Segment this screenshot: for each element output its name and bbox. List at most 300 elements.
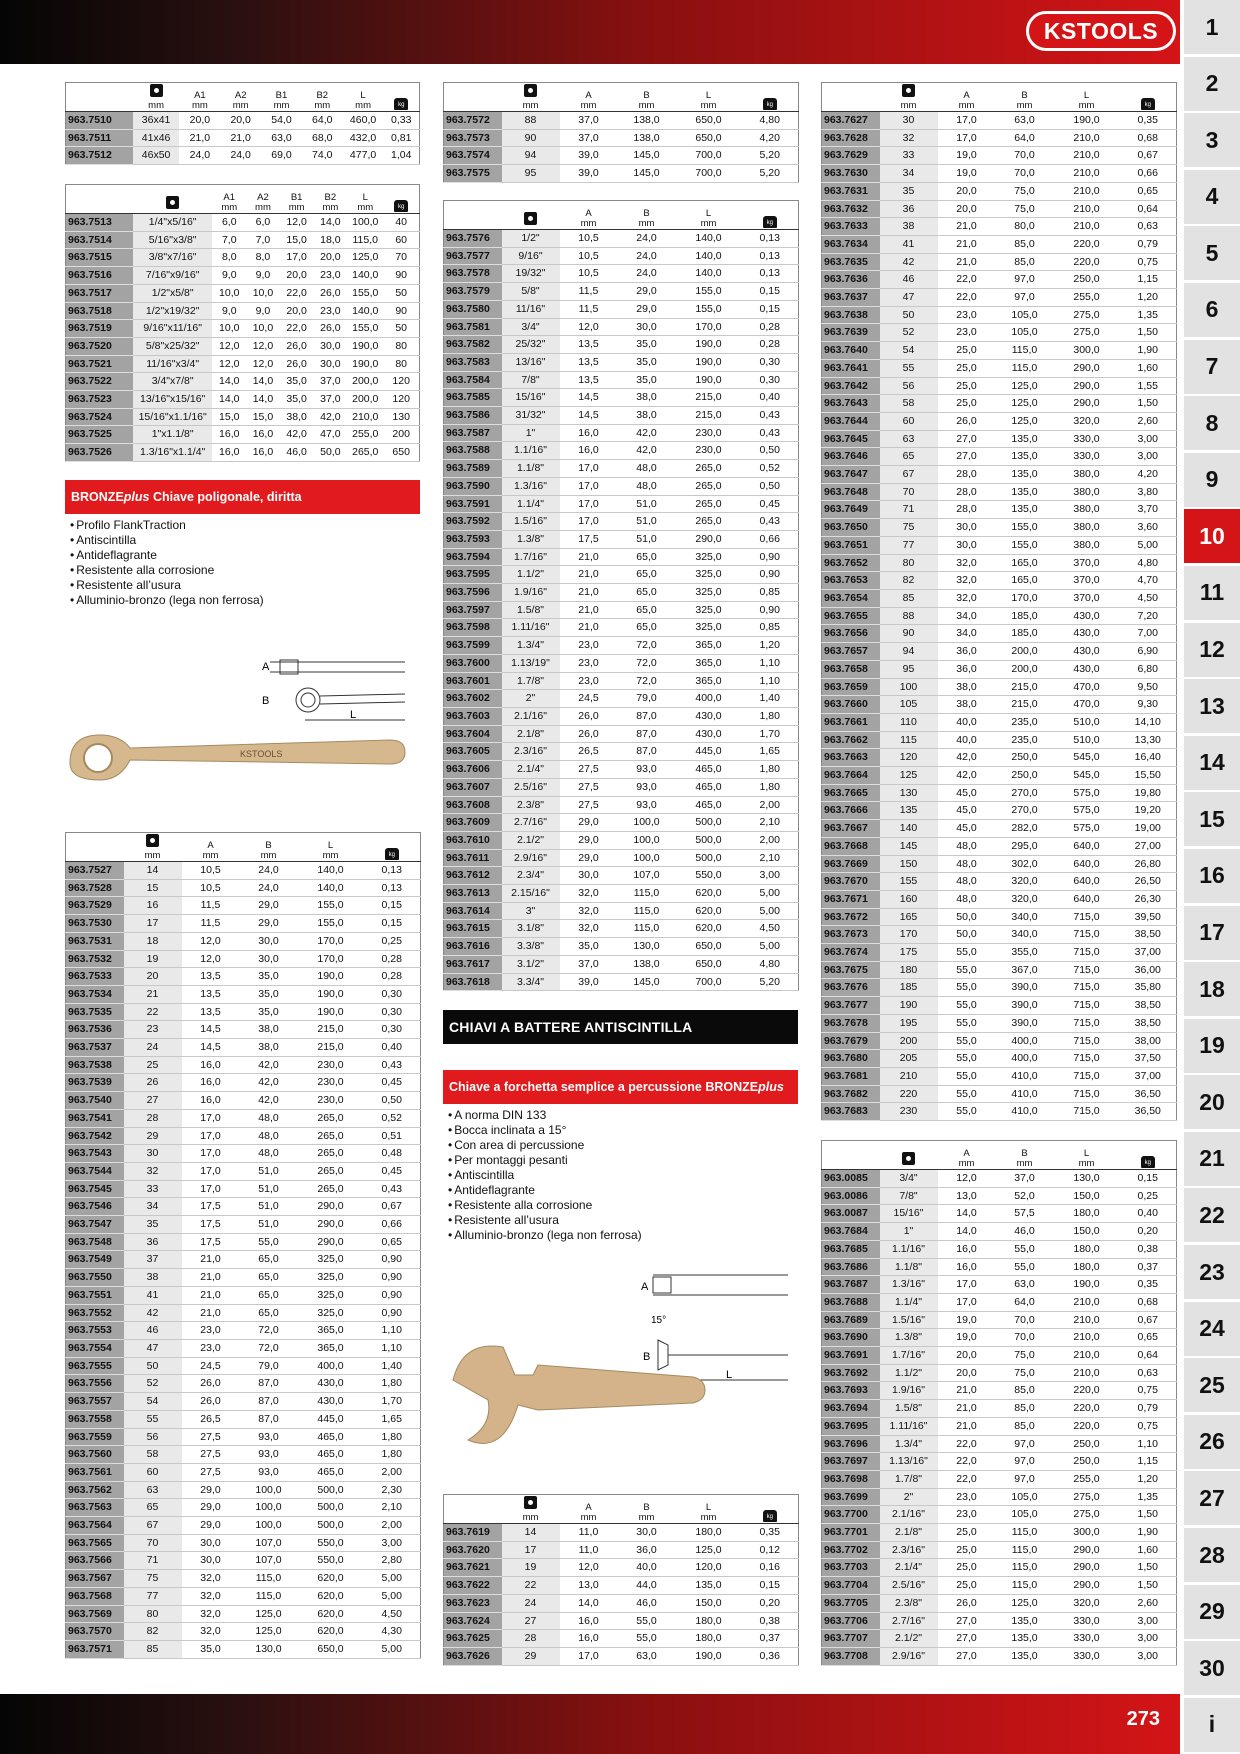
size-cell: 1.5/16" [502, 513, 560, 531]
dimension-column-header [618, 1495, 676, 1524]
value-cell: 265,0 [676, 477, 742, 495]
value-cell: 235,0 [996, 713, 1054, 731]
value-cell: 16,0 [182, 1074, 240, 1092]
article-column-header [444, 201, 502, 230]
size-cell: 77 [124, 1587, 182, 1605]
value-cell: 190,0 [676, 353, 742, 371]
striking-spanner-drawing [443, 1265, 798, 1465]
table-row [822, 1541, 1177, 1559]
table-row [66, 147, 420, 165]
table-row [444, 460, 799, 478]
value-cell: 0,68 [1120, 1293, 1177, 1311]
value-cell: 55,0 [618, 1630, 676, 1648]
article-number: 963.0086 [822, 1187, 880, 1205]
value-cell: 140,0 [676, 247, 742, 265]
size-cell: 50 [880, 306, 938, 324]
column-label: B [643, 1502, 650, 1513]
weight-icon: kg [394, 200, 408, 212]
table-row [822, 997, 1177, 1015]
chapter-tab-23[interactable]: 23 [1184, 1245, 1240, 1299]
table-row [66, 1428, 421, 1446]
value-cell: 55,0 [938, 1067, 996, 1085]
article-number: 963.7546 [66, 1198, 124, 1216]
table-row [444, 442, 799, 460]
table-row [822, 767, 1177, 785]
value-cell: 3,00 [1120, 430, 1177, 448]
value-cell: 210,0 [1054, 1329, 1120, 1347]
value-cell: 20,0 [280, 302, 314, 320]
chapter-tab-5[interactable]: 5 [1184, 226, 1240, 280]
size-cell: 230 [880, 1103, 938, 1121]
table-row [822, 837, 1177, 855]
value-cell: 38,0 [938, 696, 996, 714]
table-row [444, 407, 799, 425]
value-cell: 55,0 [938, 1014, 996, 1032]
value-cell: 12,0 [938, 1170, 996, 1188]
table-row [66, 1552, 421, 1570]
chapter-tab-28[interactable]: 28 [1184, 1528, 1240, 1582]
value-cell: 14,0 [246, 391, 280, 409]
value-cell: 44,0 [618, 1577, 676, 1595]
chapter-tab-9[interactable]: 9 [1184, 453, 1240, 507]
value-cell: 230,0 [298, 1092, 364, 1110]
value-cell: 75,0 [996, 1364, 1054, 1382]
value-cell: 27,5 [182, 1446, 240, 1464]
chapter-tab-7[interactable]: 7 [1184, 340, 1240, 394]
chapter-tab-3[interactable]: 3 [1184, 113, 1240, 167]
article-number: 963.7580 [444, 300, 502, 318]
article-number: 963.7664 [822, 767, 880, 785]
chapter-tab-29[interactable]: 29 [1184, 1585, 1240, 1639]
value-cell: 14,0 [246, 373, 280, 391]
article-number: 963.7568 [66, 1587, 124, 1605]
value-cell: 1,80 [364, 1446, 421, 1464]
size-cell: 1" [880, 1223, 938, 1241]
value-cell: 75,0 [996, 200, 1054, 218]
article-number: 963.7615 [444, 920, 502, 938]
chapter-tab-19[interactable]: 19 [1184, 1019, 1240, 1073]
value-cell: 17,0 [182, 1145, 240, 1163]
value-cell: 45,0 [938, 820, 996, 838]
table-row [822, 129, 1177, 147]
value-cell: 35,0 [240, 1003, 298, 1021]
value-cell: 500,0 [298, 1517, 364, 1535]
size-cell: 18 [124, 932, 182, 950]
table-row [444, 1630, 799, 1648]
size-cell: 145 [880, 837, 938, 855]
table-row [444, 371, 799, 389]
value-cell: 0,35 [1120, 1276, 1177, 1294]
value-cell: 65,0 [240, 1304, 298, 1322]
value-cell: 17,0 [280, 249, 314, 267]
value-cell: 42,0 [618, 442, 676, 460]
chapter-tab-24[interactable]: 24 [1184, 1302, 1240, 1356]
article-number: 963.7690 [822, 1329, 880, 1347]
value-cell: 48,0 [240, 1109, 298, 1127]
product-title-striking-spanner: Chiave a forchetta semplice a percussione BRONZEplus [443, 1070, 798, 1104]
value-cell: 35,0 [618, 371, 676, 389]
chapter-tab-27[interactable]: 27 [1184, 1471, 1240, 1525]
size-cell: 105 [880, 696, 938, 714]
value-cell: 255,0 [347, 426, 383, 444]
value-cell: 87,0 [240, 1375, 298, 1393]
table-row [822, 1103, 1177, 1121]
value-cell: 0,15 [364, 915, 421, 933]
dimension-column-header [261, 83, 302, 112]
value-cell: 42,0 [938, 767, 996, 785]
value-cell: 135,0 [996, 501, 1054, 519]
article-number: 963.7679 [822, 1032, 880, 1050]
article-number: 963.7559 [66, 1428, 124, 1446]
value-cell: 9,0 [212, 302, 246, 320]
value-cell: 0,67 [1120, 147, 1177, 165]
value-cell: 19,0 [938, 1311, 996, 1329]
article-number: 963.7576 [444, 230, 502, 248]
value-cell: 180,0 [676, 1612, 742, 1630]
size-cell: 80 [124, 1605, 182, 1623]
article-number: 963.7623 [444, 1594, 502, 1612]
chapter-tab-20[interactable]: 20 [1184, 1075, 1240, 1129]
value-cell: 265,0 [298, 1145, 364, 1163]
column-unit: mm [273, 100, 290, 111]
chapter-tab-2[interactable]: 2 [1184, 57, 1240, 111]
value-cell: 55,0 [938, 1085, 996, 1103]
value-cell: 39,0 [560, 165, 618, 183]
value-cell: 32,0 [182, 1570, 240, 1588]
value-cell: 715,0 [1054, 961, 1120, 979]
chapter-tab-12[interactable]: 12 [1184, 623, 1240, 677]
size-cell: 42 [880, 253, 938, 271]
value-cell: 51,0 [240, 1162, 298, 1180]
value-cell: 12,0 [212, 337, 246, 355]
value-cell: 40,0 [618, 1559, 676, 1577]
article-number: 963.7648 [822, 483, 880, 501]
value-cell: 0,13 [364, 879, 421, 897]
size-cell: 50 [124, 1357, 182, 1375]
size-cell: 2.1/4" [880, 1559, 938, 1577]
article-number: 963.7672 [822, 908, 880, 926]
dimension-column-header [676, 201, 742, 230]
value-cell: 715,0 [1054, 1067, 1120, 1085]
size-cell: 1.3/8" [502, 530, 560, 548]
value-cell: 13,5 [182, 968, 240, 986]
value-cell: 36,50 [1120, 1103, 1177, 1121]
value-cell: 51,0 [618, 495, 676, 513]
dimension-column-header [347, 185, 383, 214]
chapter-tab-6[interactable]: 6 [1184, 283, 1240, 337]
size-cell: 17 [124, 915, 182, 933]
chapter-tab-10[interactable]: 10 [1184, 509, 1240, 563]
value-cell: 210,0 [1054, 165, 1120, 183]
table-row [444, 690, 799, 708]
chapter-tab-14[interactable]: 14 [1184, 736, 1240, 790]
value-cell: 170,0 [298, 950, 364, 968]
value-cell: 32,0 [560, 920, 618, 938]
chapter-tab-25[interactable]: 25 [1184, 1358, 1240, 1412]
table-row [822, 1506, 1177, 1524]
article-number: 963.7532 [66, 950, 124, 968]
table-row [444, 1559, 799, 1577]
value-cell: 0,66 [742, 530, 799, 548]
value-cell: 51,0 [618, 530, 676, 548]
size-cell: 24 [124, 1039, 182, 1057]
chapter-tab-11[interactable]: 11 [1184, 566, 1240, 620]
value-cell: 0,90 [742, 601, 799, 619]
value-cell: 17,0 [182, 1180, 240, 1198]
article-number: 963.7606 [444, 761, 502, 779]
value-cell: 290,0 [1054, 395, 1120, 413]
value-cell: 135,0 [996, 1612, 1054, 1630]
chapter-tab-i[interactable]: i [1184, 1698, 1240, 1752]
value-cell: 55,0 [938, 944, 996, 962]
value-cell: 325,0 [298, 1251, 364, 1269]
size-cell: 2.1/2" [502, 831, 560, 849]
value-cell: 19,0 [938, 165, 996, 183]
article-number: 963.7702 [822, 1541, 880, 1559]
article-number: 963.7701 [822, 1524, 880, 1542]
value-cell: 9,50 [1120, 678, 1177, 696]
value-cell: 42,0 [240, 1074, 298, 1092]
article-number: 963.7657 [822, 643, 880, 661]
value-cell: 17,0 [560, 460, 618, 478]
feature-list-striking-spanner [448, 1108, 642, 1243]
value-cell: 0,50 [742, 477, 799, 495]
table-row [822, 430, 1177, 448]
size-cell: 9/16"x11/16" [133, 320, 212, 338]
value-cell: 37,00 [1120, 1067, 1177, 1085]
value-cell: 265,0 [676, 460, 742, 478]
value-cell: 1,50 [1120, 1506, 1177, 1524]
value-cell: 270,0 [996, 802, 1054, 820]
table-row [822, 1382, 1177, 1400]
feature-item: • Antiscintilla [70, 533, 264, 548]
size-cell: 2.3/8" [880, 1594, 938, 1612]
chapter-tab-18[interactable]: 18 [1184, 962, 1240, 1016]
article-number: 963.7524 [66, 408, 133, 426]
size-cell: 54 [124, 1393, 182, 1411]
article-number: 963.7628 [822, 129, 880, 147]
value-cell: 100,0 [618, 831, 676, 849]
table-row [66, 1021, 421, 1039]
chapter-tab-8[interactable]: 8 [1184, 396, 1240, 450]
size-cell: 5/16"x3/8" [133, 231, 212, 249]
value-cell: 650,0 [676, 955, 742, 973]
chapter-tab-13[interactable]: 13 [1184, 679, 1240, 733]
table-row [822, 483, 1177, 501]
size-cell: 2.9/16" [880, 1647, 938, 1665]
table-row [822, 200, 1177, 218]
table-row [66, 1605, 421, 1623]
value-cell: 26,80 [1120, 855, 1177, 873]
value-cell: 282,0 [996, 820, 1054, 838]
table-row [444, 654, 799, 672]
size-cell: 24 [502, 1594, 560, 1612]
value-cell: 0,40 [742, 389, 799, 407]
value-cell: 17,0 [182, 1127, 240, 1145]
size-cell: 1/2"x5/8" [133, 284, 212, 302]
size-cell: 1/2" [502, 230, 560, 248]
table-row [444, 584, 799, 602]
value-cell: 470,0 [1054, 678, 1120, 696]
table-row [66, 112, 420, 130]
value-cell: 255,0 [1054, 289, 1120, 307]
value-cell: 34,0 [938, 625, 996, 643]
value-cell: 28,0 [938, 466, 996, 484]
value-cell: 72,0 [618, 672, 676, 690]
article-number: 963.7529 [66, 897, 124, 915]
chapter-tab-16[interactable]: 16 [1184, 849, 1240, 903]
value-cell: 125,0 [996, 395, 1054, 413]
value-cell: 107,0 [240, 1552, 298, 1570]
chapter-tab-17[interactable]: 17 [1184, 906, 1240, 960]
value-cell: 10,0 [246, 320, 280, 338]
value-cell: 18,0 [314, 231, 348, 249]
article-number: 963.7611 [444, 849, 502, 867]
size-column-header [502, 201, 560, 230]
chapter-tab-26[interactable]: 26 [1184, 1415, 1240, 1469]
size-cell: 3/8"x7/16" [133, 249, 212, 267]
value-cell: 550,0 [676, 867, 742, 885]
table-row [822, 1453, 1177, 1471]
table-row [444, 637, 799, 655]
table-row [822, 678, 1177, 696]
table-row [822, 1417, 1177, 1435]
value-cell: 63,0 [261, 129, 302, 147]
column-label: A [585, 208, 592, 219]
value-cell: 38,0 [938, 678, 996, 696]
value-cell: 23,0 [560, 637, 618, 655]
article-column-header [66, 83, 133, 112]
value-cell: 16,0 [246, 426, 280, 444]
article-number: 963.7512 [66, 147, 133, 165]
value-cell: 26,0 [182, 1375, 240, 1393]
chapter-tab-1[interactable]: 1 [1184, 0, 1240, 54]
chapter-tab-22[interactable]: 22 [1184, 1188, 1240, 1242]
article-number: 963.7697 [822, 1453, 880, 1471]
size-cell: 1.3/16"x1.1/4" [133, 444, 212, 462]
spec-table-3 [65, 832, 421, 1659]
table-row [66, 968, 421, 986]
size-cell: 46x50 [133, 147, 180, 165]
value-cell: 70,0 [996, 1311, 1054, 1329]
article-number: 963.7594 [444, 548, 502, 566]
article-number: 963.7591 [444, 495, 502, 513]
value-cell: 12,0 [280, 214, 314, 232]
size-cell: 2.1/16" [880, 1506, 938, 1524]
value-cell: 715,0 [1054, 1050, 1120, 1068]
table-row [822, 660, 1177, 678]
chapter-tab-21[interactable]: 21 [1184, 1132, 1240, 1186]
size-cell: 29 [124, 1127, 182, 1145]
value-cell: 14,5 [560, 407, 618, 425]
chapter-tab-30[interactable]: 30 [1184, 1641, 1240, 1695]
table-row [822, 271, 1177, 289]
table-row [66, 1127, 421, 1145]
size-cell: 220 [880, 1085, 938, 1103]
table-row [444, 867, 799, 885]
table-row [822, 1329, 1177, 1347]
value-cell: 17,5 [560, 530, 618, 548]
value-cell: 30,0 [618, 1524, 676, 1542]
article-number: 963.7586 [444, 407, 502, 425]
table-row [444, 920, 799, 938]
table-row [66, 1092, 421, 1110]
value-cell: 145,0 [618, 147, 676, 165]
article-number: 963.7563 [66, 1499, 124, 1517]
value-cell: 26,0 [182, 1393, 240, 1411]
article-number: 963.7684 [822, 1223, 880, 1241]
value-cell: 325,0 [676, 619, 742, 637]
size-cell: 82 [880, 572, 938, 590]
spec-table-6 [443, 1494, 799, 1666]
value-cell: 138,0 [618, 129, 676, 147]
article-column-header [822, 1141, 880, 1170]
value-cell: 23,0 [938, 306, 996, 324]
size-cell: 1.11/16" [502, 619, 560, 637]
article-number: 963.7543 [66, 1145, 124, 1163]
value-cell: 13,5 [560, 371, 618, 389]
size-cell: 46 [124, 1322, 182, 1340]
article-number: 963.7555 [66, 1357, 124, 1375]
article-number: 963.7688 [822, 1293, 880, 1311]
size-cell: 1.1/4" [502, 495, 560, 513]
dimension-column-header [220, 83, 261, 112]
size-cell: 135 [880, 802, 938, 820]
value-cell: 155,0 [347, 284, 383, 302]
size-cell: 38 [880, 218, 938, 236]
value-cell: 145,0 [618, 165, 676, 183]
value-cell: 0,75 [1120, 1382, 1177, 1400]
value-cell: 0,37 [1120, 1258, 1177, 1276]
value-cell: 30,0 [314, 355, 348, 373]
wrench-size-icon [524, 212, 537, 225]
value-cell: 32,0 [182, 1587, 240, 1605]
article-number: 963.7542 [66, 1127, 124, 1145]
column-label: B1 [290, 192, 303, 203]
value-cell: 715,0 [1054, 1014, 1120, 1032]
value-cell: 265,0 [298, 1180, 364, 1198]
table-row [444, 601, 799, 619]
feature-item: • Alluminio-bronzo (lega non ferrosa) [448, 1228, 642, 1243]
table-row [66, 1074, 421, 1092]
size-cell: 170 [880, 926, 938, 944]
value-cell: 21,0 [179, 129, 220, 147]
table-row [444, 1541, 799, 1559]
table-row [66, 879, 421, 897]
value-cell: 715,0 [1054, 1085, 1120, 1103]
chapter-tab-15[interactable]: 15 [1184, 792, 1240, 846]
value-cell: 19,20 [1120, 802, 1177, 820]
chapter-tab-4[interactable]: 4 [1184, 170, 1240, 224]
value-cell: 215,0 [676, 389, 742, 407]
value-cell: 210,0 [1054, 1364, 1120, 1382]
value-cell: 29,0 [560, 849, 618, 867]
value-cell: 10,0 [246, 284, 280, 302]
table-row [66, 444, 420, 462]
feature-item: • Con area di percussione [448, 1138, 642, 1153]
article-number: 963.7681 [822, 1067, 880, 1085]
value-cell: 1,70 [742, 725, 799, 743]
article-number: 963.7537 [66, 1039, 124, 1057]
size-cell: 140 [880, 820, 938, 838]
value-cell: 190,0 [1054, 112, 1120, 130]
article-number: 963.7527 [66, 862, 124, 880]
value-cell: 1,60 [1120, 359, 1177, 377]
article-number: 963.7685 [822, 1240, 880, 1258]
column-unit: mm [958, 1158, 975, 1169]
value-cell: 54,0 [261, 112, 302, 130]
weight-column-header [1120, 83, 1177, 112]
